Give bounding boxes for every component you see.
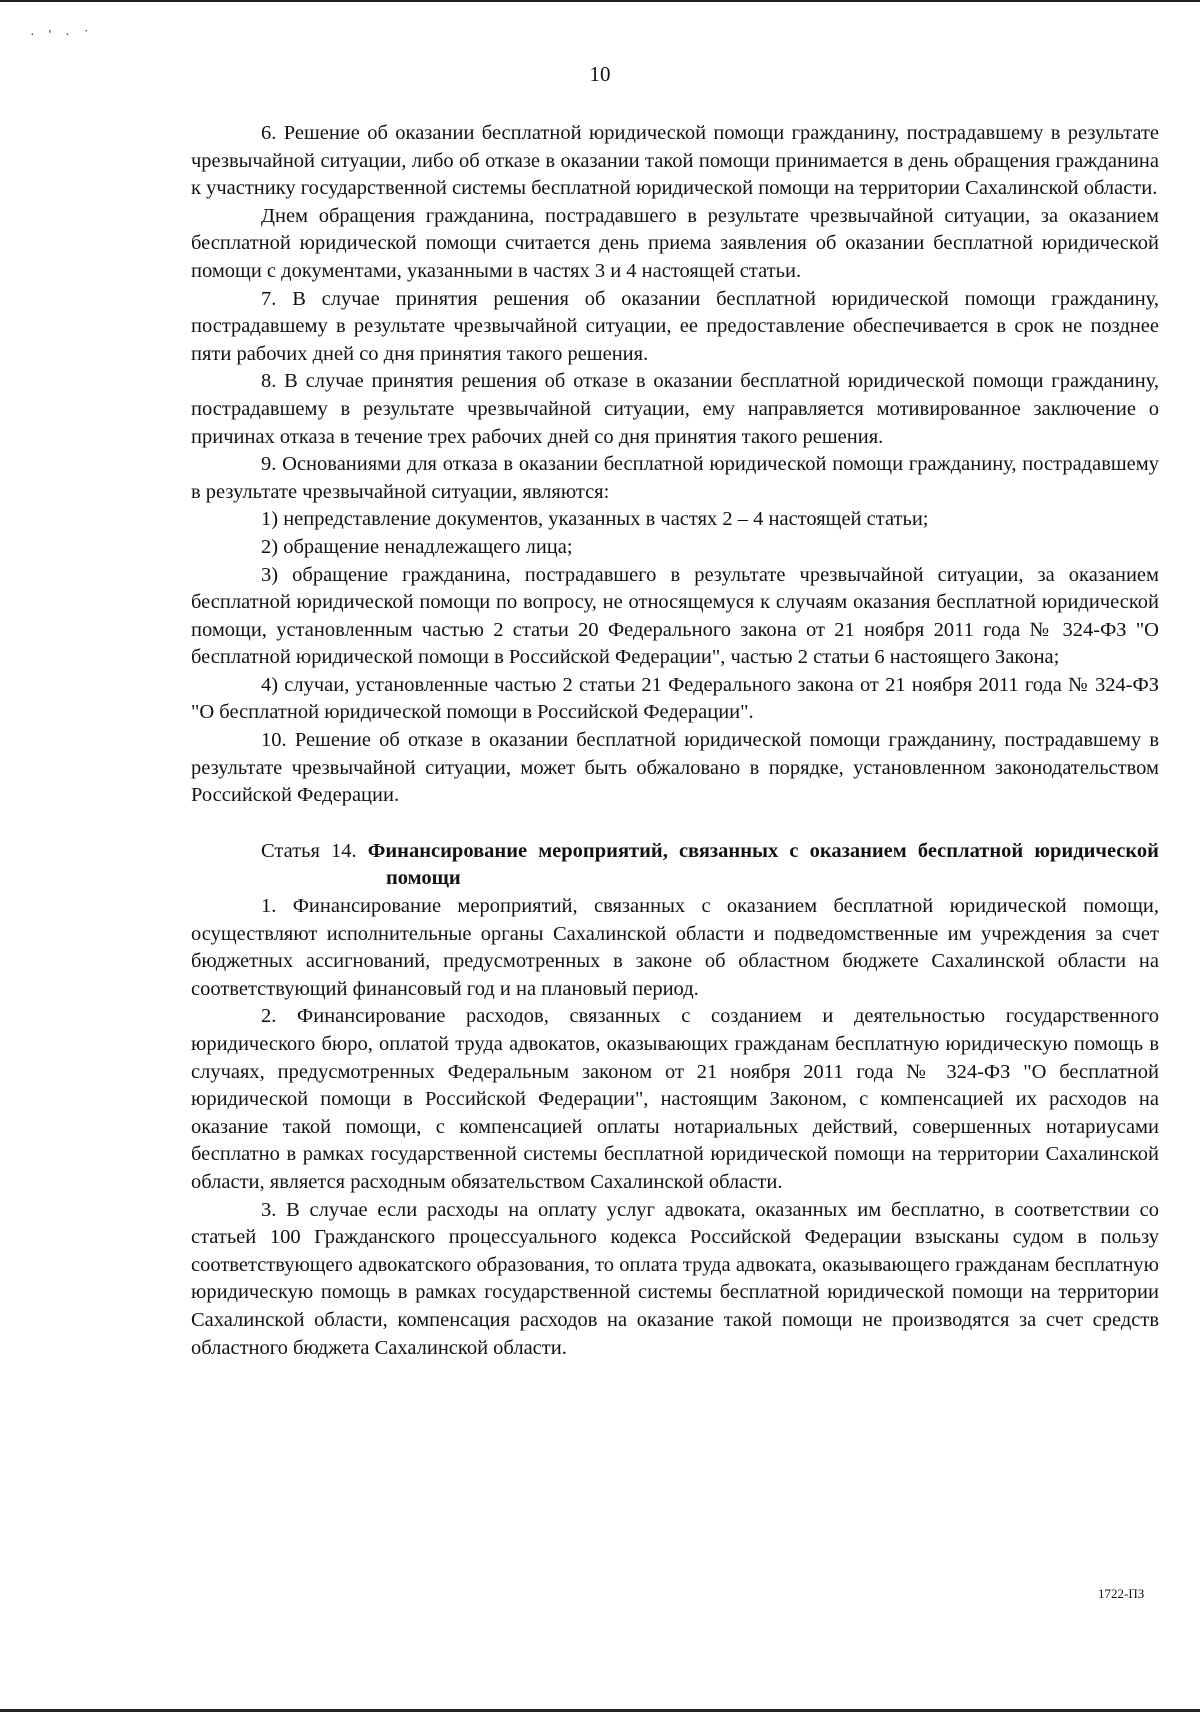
list-item: 1) непредставление документов, указанных в частях 2 – 4 настоящей статьи;: [261, 508, 929, 531]
paragraph: Днем обращения гражданина, пострадавшего в результате чрезвычайной ситуации, за оказанием бесплатной юридической помощи считается день приема заявления об оказании бесплатной юридической помощи с документами, указанными в частях 3 и 4 настоящей статьи.: [191, 204, 1159, 282]
list-item: 2) обращение ненадлежащего лица;: [261, 535, 573, 558]
article-prefix: Статья 14.: [261, 839, 357, 862]
paragraph: 8. В случае принятия решения об отказе в оказании бесплатной юридической помощи гражданину, пострадавшему в результате чрезвычайной ситуации, ему направляется мотивированное заключение о причинах отказа в течение трех рабочих дней со дня принятия такого решения.: [191, 370, 1159, 448]
paragraph: 2. Финансирование расходов, связанных с созданием и деятельностью государственного юридического бюро, оплатой труда адвокатов, оказывающих гражданам бесплатную юридическую помощь в случаях, предусмотренных Федеральным законом от 21 ноября 2011 года № 324-ФЗ "О бесплатной юридической помощи в Российской Федерации", настоящим Законом, с компенсацией их расходов на оказание такой помощи, с компенсацией оплаты нотариальных действий, совершенных нотариусами бесплатно в рамках государственной системы бесплатной юридической помощи на территории Сахалинской области, является расходным обязательством Сахалинской области.: [191, 1005, 1159, 1193]
article-heading: [191, 838, 1159, 893]
paragraph: 7. В случае принятия решения об оказании бесплатной юридической помощи гражданину, пострадавшему в результате чрезвычайной ситуации, ее предоставление обеспечивается в срок не позднее пяти рабочих дней со дня принятия такого решения.: [191, 287, 1159, 365]
paragraph: 3. В случае если расходы на оплату услуг адвоката, оказанных им бесплатно, в соответствии со статьей 100 Гражданского процессуального кодекса Российской Федерации взысканы судом в пользу соответствующего адвокатского образования, то оплата труда адвоката, оказывающего гражданам бесплатную юридическую помощь в рамках государственной системы бесплатной юридической помощи на территории Сахалинской области, компенсация расходов на оказание такой помощи не производятся за счет средств областного бюджета Сахалинской области.: [191, 1198, 1159, 1359]
page-number: 10: [589, 62, 611, 86]
paragraph: 1. Финансирование мероприятий, связанных с оказанием бесплатной юридической помощи, осуществляют исполнительные органы Сахалинской области и подведомственные им учреждения за счет бюджетных ассигнований, предусмотренных в законе об областном бюджете Сахалинской области на соответствующий финансовый год и на плановый период.: [191, 895, 1159, 1000]
scan-edge-bottom: [0, 1709, 1200, 1712]
article-title: Финансирование мероприятий, связанных с оказанием бесплатной юридической помощи: [367, 839, 1159, 890]
list-item: 3) обращение гражданина, пострадавшего в результате чрезвычайной ситуации, за оказанием бесплатной юридической помощи по вопросу, не относящемуся к случаям оказания бесплатной юридической помощи, установленным частью 2 статьи 20 Федерального закона от 21 ноября 2011 года № 324-ФЗ "О бесплатной юридической помощи в Российской Федерации", частью 2 статьи 6 настоящего Закона;: [191, 563, 1159, 669]
paragraph: 9. Основаниями для отказа в оказании бесплатной юридической помощи гражданину, пострадавшему в результате чрезвычайной ситуации, являются:: [191, 453, 1159, 503]
paragraph: 10. Решение об отказе в оказании бесплатной юридической помощи гражданину, пострадавшему в результате чрезвычайной ситуации, может быть обжаловано в порядке, установленном законодательством Российской Федерации.: [191, 729, 1159, 807]
document-body: [191, 120, 1159, 1362]
scan-specks: ·'·˙: [30, 28, 103, 43]
paragraph: 6. Решение об оказании бесплатной юридической помощи гражданину, пострадавшему в результате чрезвычайной ситуации, либо об отказе в оказании такой помощи принимается в день обращения гражданина к участнику государственной системы бесплатной юридической помощи на территории Сахалинской области.: [191, 122, 1159, 200]
document-code: 1722-ПЗ: [1098, 1586, 1145, 1601]
list-item: 4) случаи, установленные частью 2 статьи 21 Федерального закона от 21 ноября 2011 года № 324-ФЗ "О бесплатной юридической помощи в Российской Федерации".: [191, 673, 1159, 724]
scan-edge-top: [0, 0, 1200, 2]
